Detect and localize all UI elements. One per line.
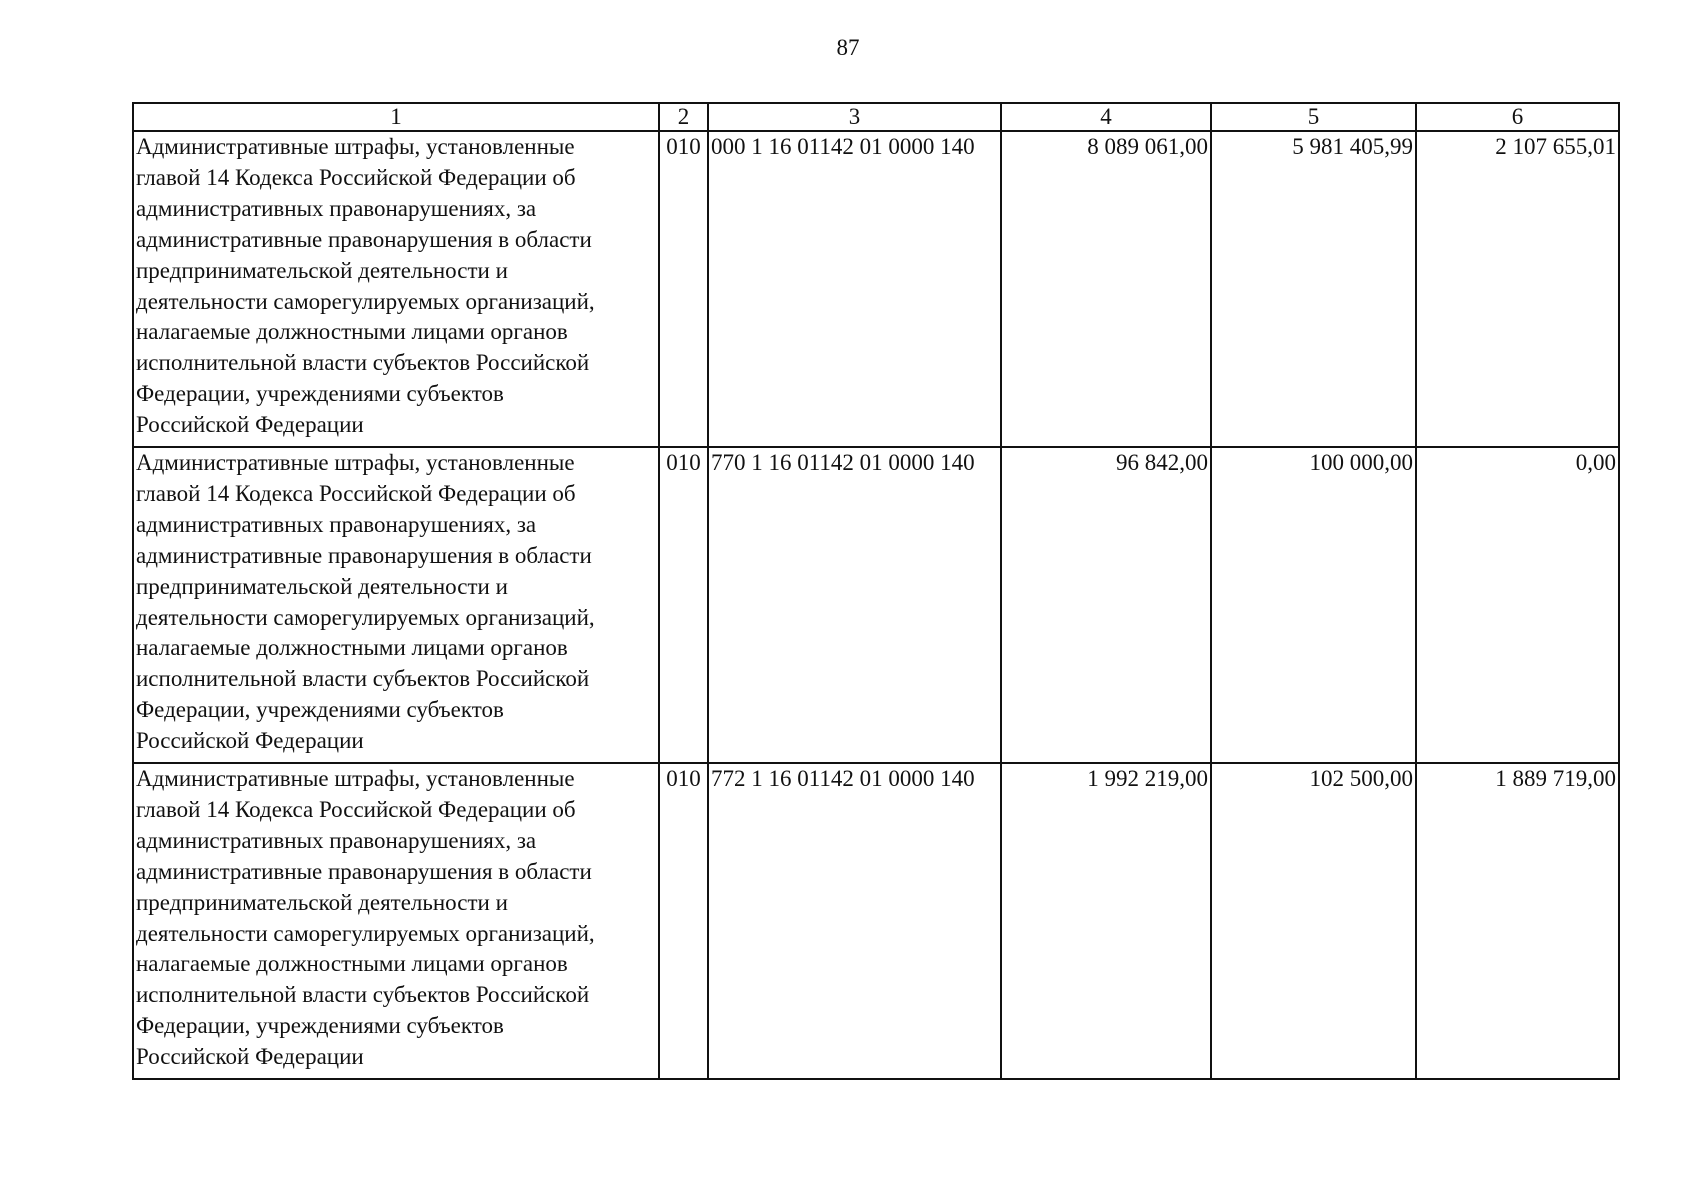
description-line: административных правонарушениях, за — [136, 195, 537, 221]
admin-code-cell: 010 — [659, 447, 708, 763]
admin-code-cell: 010 — [659, 763, 708, 1079]
header-cell-6: 6 — [1416, 103, 1619, 131]
description-line: Федерации, учреждениями субъектов — [136, 697, 504, 723]
value-col6-cell: 2 107 655,01 — [1416, 131, 1619, 447]
header-cell-1: 1 — [133, 103, 659, 131]
value-col5-cell: 102 500,00 — [1211, 763, 1416, 1079]
value-col6-cell: 0,00 — [1416, 447, 1619, 763]
value-col5-cell: 5 981 405,99 — [1211, 131, 1416, 447]
description-cell — [133, 131, 659, 447]
description-line: деятельности саморегулируемых организаций, — [136, 920, 595, 946]
table-row — [133, 447, 1619, 763]
description-line: налагаемые должностными лицами органов — [136, 951, 568, 977]
description-line: Российской Федерации — [136, 728, 364, 754]
page-number: 87 — [836, 35, 860, 60]
admin-code-cell: 010 — [659, 131, 708, 447]
value-col4-cell: 1 992 219,00 — [1001, 763, 1211, 1079]
description-line: налагаемые должностными лицами органов — [136, 319, 568, 345]
description-line: административных правонарушениях, за — [136, 827, 537, 853]
budget-classification-code-cell: 772 1 16 01142 01 0000 140 — [708, 763, 1001, 1079]
description-line: Федерации, учреждениями субъектов — [136, 1013, 504, 1039]
header-cell-2: 2 — [659, 103, 708, 131]
description-line: главой 14 Кодекса Российской Федерации об — [136, 164, 576, 190]
description-line: административных правонарушениях, за — [136, 511, 537, 537]
budget-classification-code-cell: 770 1 16 01142 01 0000 140 — [708, 447, 1001, 763]
description-line: предпринимательской деятельности и — [136, 889, 508, 915]
description-line: административные правонарушения в области — [136, 226, 592, 252]
description-line: Административные штрафы, установленные — [136, 766, 575, 791]
description-line: исполнительной власти субъектов Российской — [136, 666, 590, 692]
value-col5-cell: 100 000,00 — [1211, 447, 1416, 763]
description-line: главой 14 Кодекса Российской Федерации об — [136, 480, 576, 506]
header-cell-4: 4 — [1001, 103, 1211, 131]
header-cell-3: 3 — [708, 103, 1001, 131]
budget-table — [132, 102, 1620, 1080]
description-line: Административные штрафы, установленные — [136, 450, 575, 475]
table-header — [133, 103, 1619, 131]
description-line: деятельности саморегулируемых организаций, — [136, 288, 595, 314]
description-line: исполнительной власти субъектов Российской — [136, 350, 590, 376]
value-col4-cell: 96 842,00 — [1001, 447, 1211, 763]
description-line: предпринимательской деятельности и — [136, 573, 508, 599]
description-line: административные правонарушения в области — [136, 542, 592, 568]
description-line: Федерации, учреждениями субъектов — [136, 381, 504, 407]
value-col4-cell: 8 089 061,00 — [1001, 131, 1211, 447]
description-line: налагаемые должностными лицами органов — [136, 635, 568, 661]
description-line: Российской Федерации — [136, 1044, 364, 1070]
header-row — [133, 103, 1619, 131]
table-body — [133, 131, 1619, 1079]
description-line: административные правонарушения в области — [136, 858, 592, 884]
budget-classification-code-cell: 000 1 16 01142 01 0000 140 — [708, 131, 1001, 447]
table-row — [133, 763, 1619, 1079]
description-line: исполнительной власти субъектов Российской — [136, 982, 590, 1008]
description-line: Административные штрафы, установленные — [136, 134, 575, 159]
value-col6-cell: 1 889 719,00 — [1416, 763, 1619, 1079]
table-row — [133, 131, 1619, 447]
description-line: деятельности саморегулируемых организаций, — [136, 604, 595, 630]
description-line: главой 14 Кодекса Российской Федерации об — [136, 796, 576, 822]
header-cell-5: 5 — [1211, 103, 1416, 131]
description-line: предпринимательской деятельности и — [136, 257, 508, 283]
description-cell — [133, 763, 659, 1079]
description-cell — [133, 447, 659, 763]
description-line: Российской Федерации — [136, 412, 364, 438]
